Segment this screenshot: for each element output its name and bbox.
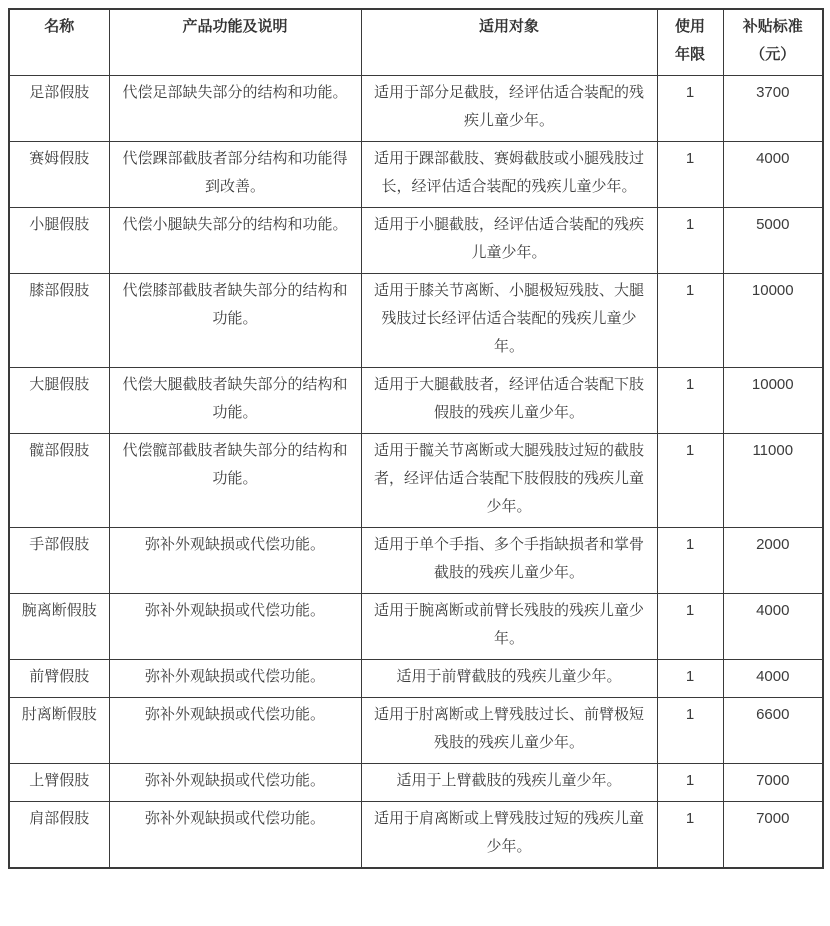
cell-years: 1 bbox=[657, 368, 723, 434]
cell-subsidy: 10000 bbox=[723, 274, 823, 368]
cell-name: 上臂假肢 bbox=[9, 764, 109, 802]
cell-years: 1 bbox=[657, 698, 723, 764]
cell-target: 适用于肩离断或上臂残肢过短的残疾儿童少年。 bbox=[361, 802, 657, 869]
cell-subsidy: 3700 bbox=[723, 76, 823, 142]
header-cell-target bbox=[361, 9, 657, 76]
cell-years: 1 bbox=[657, 594, 723, 660]
cell-name: 小腿假肢 bbox=[9, 208, 109, 274]
cell-function: 代偿髋部截肢者缺失部分的结构和功能。 bbox=[109, 434, 361, 528]
header-line: 年限 bbox=[674, 46, 705, 63]
cell-target: 适用于腕离断或前臂长残肢的残疾儿童少年。 bbox=[361, 594, 657, 660]
cell-years: 1 bbox=[657, 274, 723, 368]
cell-function: 弥补外观缺损或代偿功能。 bbox=[109, 698, 361, 764]
cell-target: 适用于小腿截肢，经评估适合装配的残疾儿童少年。 bbox=[361, 208, 657, 274]
cell-years: 1 bbox=[657, 76, 723, 142]
cell-name: 足部假肢 bbox=[9, 76, 109, 142]
cell-target: 适用于部分足截肢，经评估适合装配的残疾儿童少年。 bbox=[361, 76, 657, 142]
header-row bbox=[9, 9, 823, 76]
cell-function: 弥补外观缺损或代偿功能。 bbox=[109, 764, 361, 802]
header-cell-name bbox=[9, 9, 109, 76]
table-row bbox=[9, 76, 823, 142]
cell-function: 代偿膝部截肢者缺失部分的结构和功能。 bbox=[109, 274, 361, 368]
table-row bbox=[9, 142, 823, 208]
header-line: 名称 bbox=[44, 18, 75, 35]
cell-subsidy: 7000 bbox=[723, 764, 823, 802]
cell-years: 1 bbox=[657, 764, 723, 802]
cell-target: 适用于髋关节离断或大腿残肢过短的截肢者，经评估适合装配下肢假肢的残疾儿童少年。 bbox=[361, 434, 657, 528]
cell-subsidy: 10000 bbox=[723, 368, 823, 434]
cell-name: 髋部假肢 bbox=[9, 434, 109, 528]
table-header bbox=[9, 9, 823, 76]
cell-years: 1 bbox=[657, 142, 723, 208]
cell-target: 适用于大腿截肢者，经评估适合装配下肢假肢的残疾儿童少年。 bbox=[361, 368, 657, 434]
header-cell-years bbox=[657, 9, 723, 76]
cell-subsidy: 4000 bbox=[723, 594, 823, 660]
cell-years: 1 bbox=[657, 660, 723, 698]
cell-subsidy: 5000 bbox=[723, 208, 823, 274]
cell-subsidy: 4000 bbox=[723, 142, 823, 208]
header-line: 适用对象 bbox=[478, 18, 539, 35]
cell-subsidy: 7000 bbox=[723, 802, 823, 869]
cell-name: 肘离断假肢 bbox=[9, 698, 109, 764]
cell-years: 1 bbox=[657, 802, 723, 869]
cell-function: 弥补外观缺损或代偿功能。 bbox=[109, 660, 361, 698]
cell-name: 膝部假肢 bbox=[9, 274, 109, 368]
cell-subsidy: 2000 bbox=[723, 528, 823, 594]
table-row bbox=[9, 274, 823, 368]
cell-target: 适用于前臂截肢的残疾儿童少年。 bbox=[361, 660, 657, 698]
header-cell-subsidy bbox=[723, 9, 823, 76]
header-line: 补贴标准 bbox=[742, 18, 803, 35]
table-row bbox=[9, 698, 823, 764]
cell-subsidy: 11000 bbox=[723, 434, 823, 528]
header-line: （元） bbox=[750, 46, 796, 63]
cell-years: 1 bbox=[657, 434, 723, 528]
cell-name: 前臂假肢 bbox=[9, 660, 109, 698]
cell-subsidy: 6600 bbox=[723, 698, 823, 764]
table-row bbox=[9, 594, 823, 660]
table-row bbox=[9, 528, 823, 594]
table-row bbox=[9, 660, 823, 698]
cell-target: 适用于单个手指、多个手指缺损者和掌骨截肢的残疾儿童少年。 bbox=[361, 528, 657, 594]
cell-subsidy: 4000 bbox=[723, 660, 823, 698]
cell-function: 弥补外观缺损或代偿功能。 bbox=[109, 594, 361, 660]
cell-name: 手部假肢 bbox=[9, 528, 109, 594]
header-line: 产品功能及说明 bbox=[182, 18, 288, 35]
cell-function: 弥补外观缺损或代偿功能。 bbox=[109, 528, 361, 594]
cell-target: 适用于膝关节离断、小腿极短残肢、大腿残肢过长经评估适合装配的残疾儿童少年。 bbox=[361, 274, 657, 368]
cell-function: 代偿大腿截肢者缺失部分的结构和功能。 bbox=[109, 368, 361, 434]
table-row bbox=[9, 434, 823, 528]
cell-function: 代偿小腿缺失部分的结构和功能。 bbox=[109, 208, 361, 274]
header-line: 使用 bbox=[674, 18, 705, 35]
cell-target: 适用于肘离断或上臂残肢过长、前臂极短残肢的残疾儿童少年。 bbox=[361, 698, 657, 764]
cell-target: 适用于上臂截肢的残疾儿童少年。 bbox=[361, 764, 657, 802]
cell-name: 腕离断假肢 bbox=[9, 594, 109, 660]
table-body bbox=[9, 76, 823, 869]
cell-years: 1 bbox=[657, 528, 723, 594]
cell-function: 弥补外观缺损或代偿功能。 bbox=[109, 802, 361, 869]
cell-name: 大腿假肢 bbox=[9, 368, 109, 434]
cell-name: 赛姆假肢 bbox=[9, 142, 109, 208]
table-row bbox=[9, 208, 823, 274]
header-cell-function bbox=[109, 9, 361, 76]
cell-years: 1 bbox=[657, 208, 723, 274]
cell-target: 适用于踝部截肢、赛姆截肢或小腿残肢过长，经评估适合装配的残疾儿童少年。 bbox=[361, 142, 657, 208]
prosthetic-subsidy-table bbox=[8, 8, 824, 869]
table-row bbox=[9, 764, 823, 802]
cell-function: 代偿踝部截肢者部分结构和功能得到改善。 bbox=[109, 142, 361, 208]
table-row bbox=[9, 802, 823, 869]
cell-name: 肩部假肢 bbox=[9, 802, 109, 869]
table-row bbox=[9, 368, 823, 434]
cell-function: 代偿足部缺失部分的结构和功能。 bbox=[109, 76, 361, 142]
